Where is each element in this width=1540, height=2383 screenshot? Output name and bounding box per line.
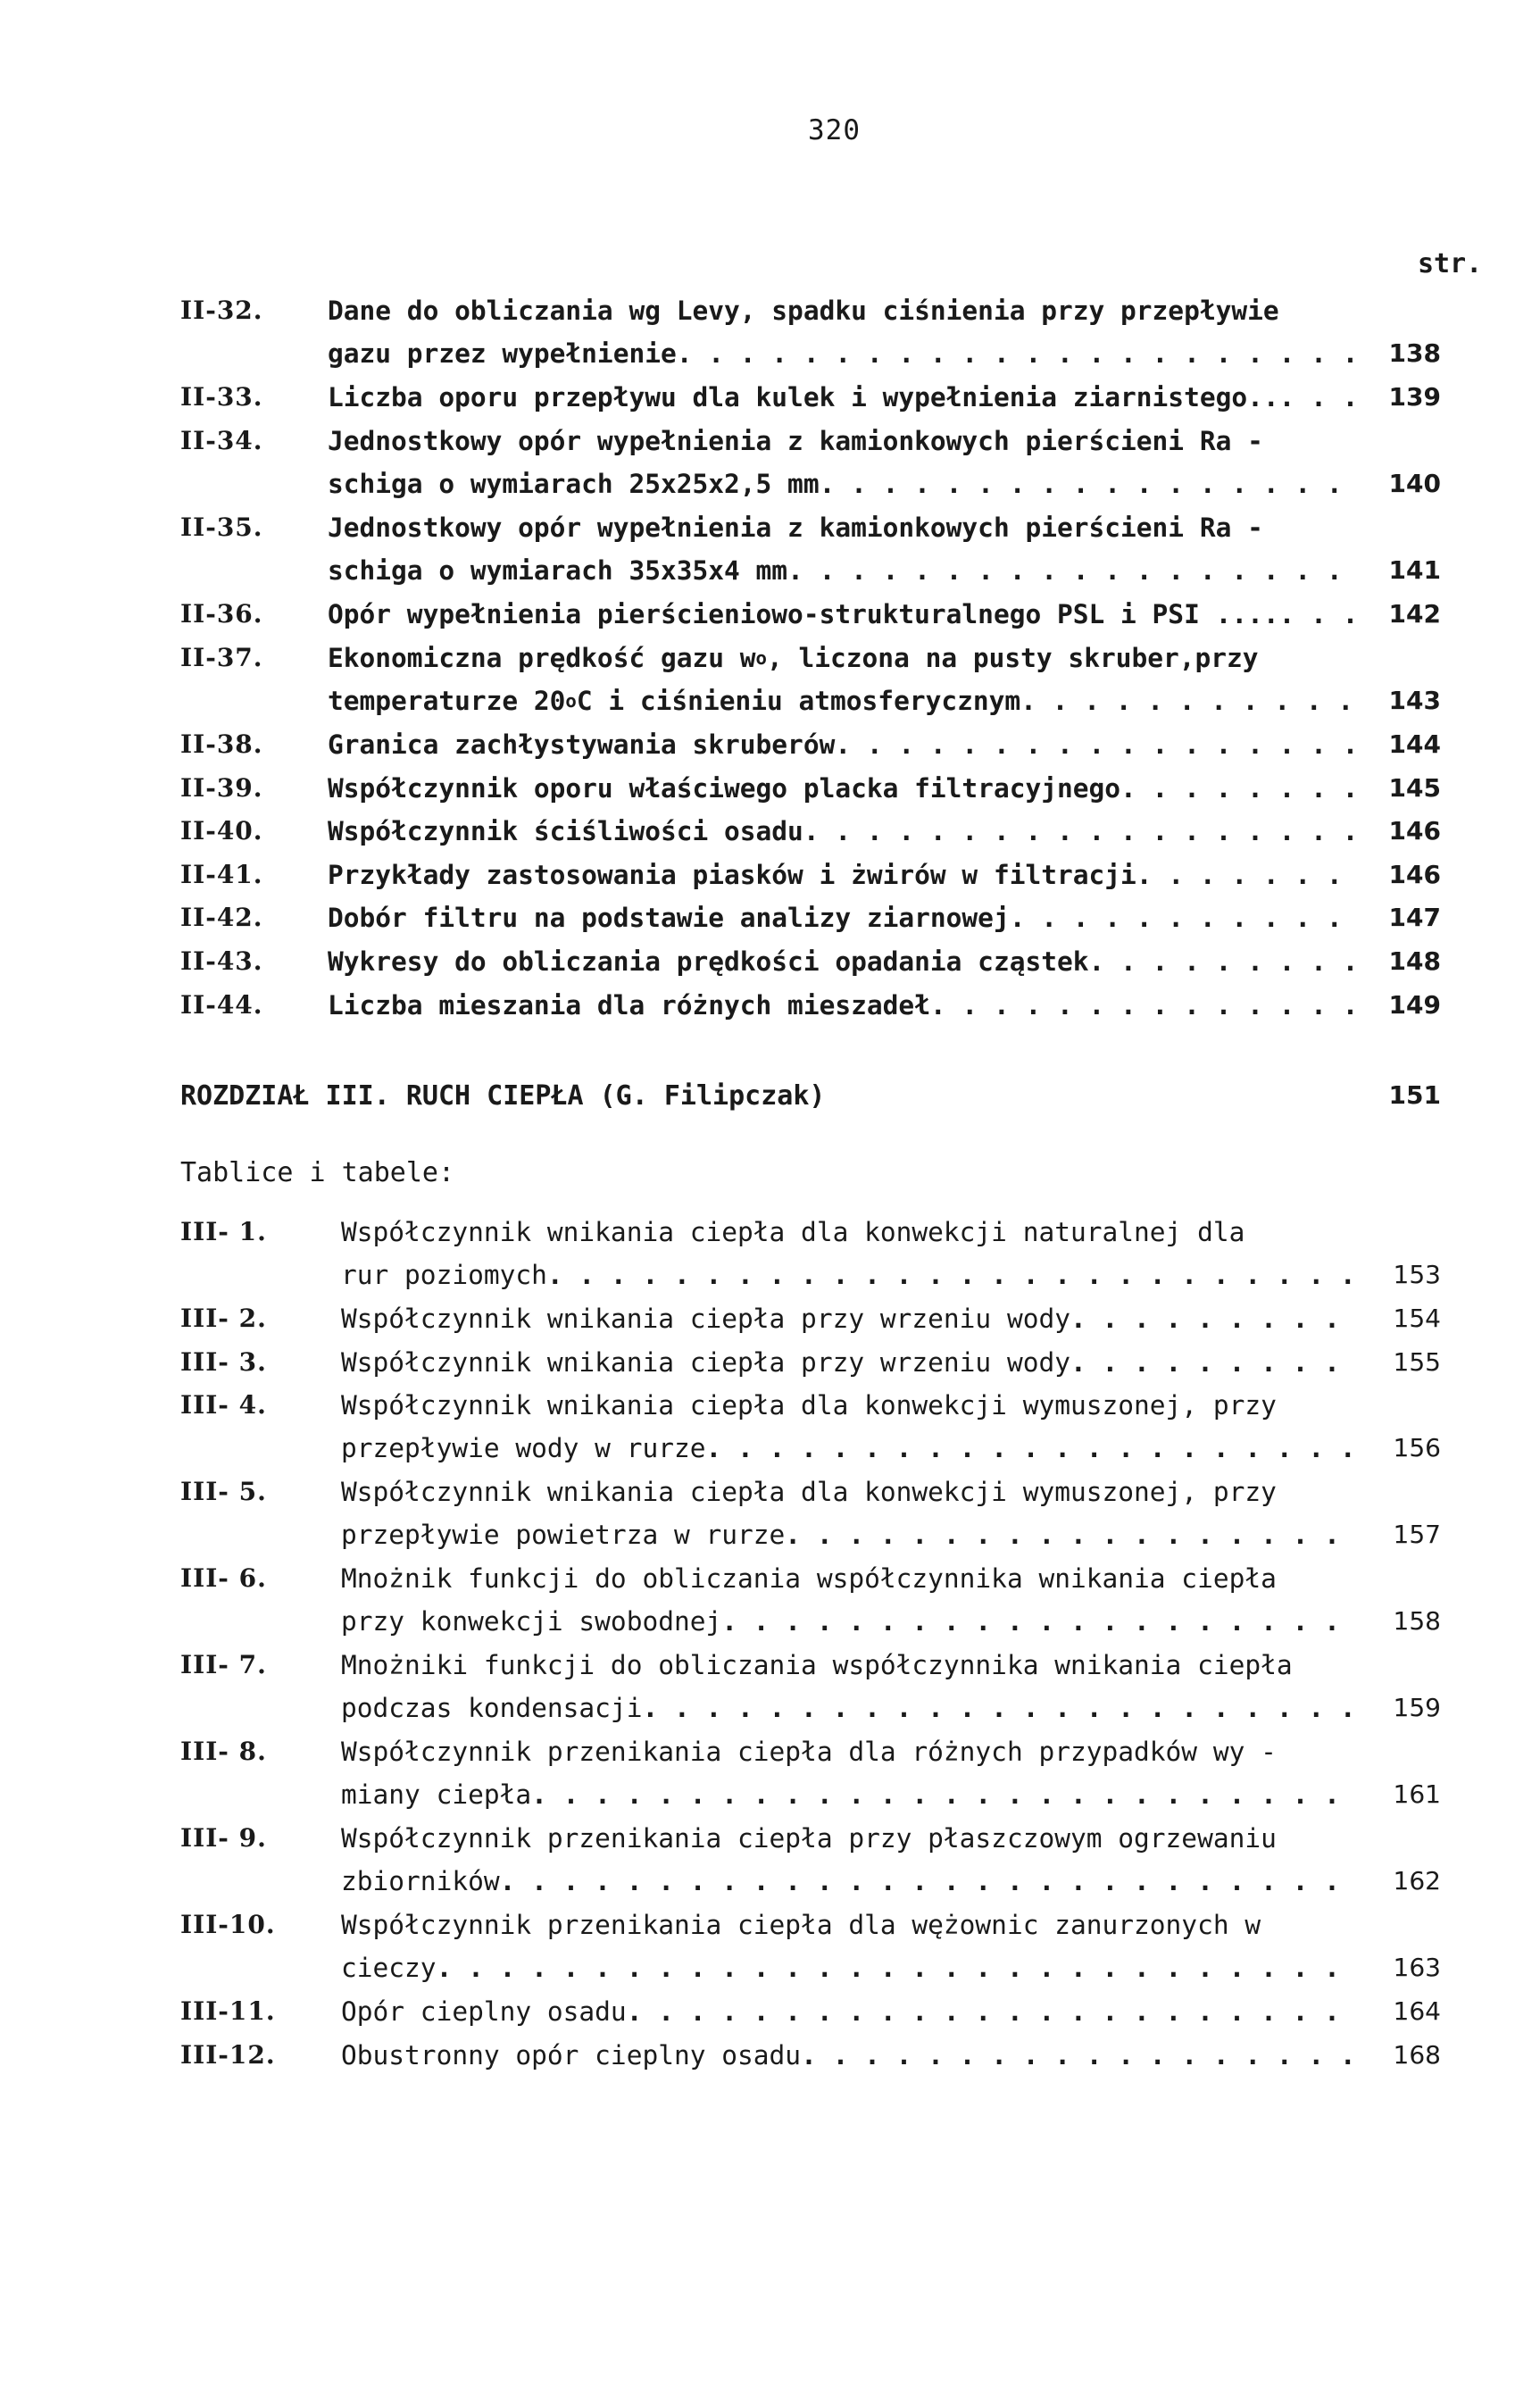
- entry-line: [341, 1384, 1361, 1427]
- entry-line: [341, 1513, 1361, 1556]
- entry-number: III- 5.: [180, 1477, 267, 1506]
- toc-entry: [180, 1817, 1441, 1903]
- entry-page: 168: [1393, 2039, 1441, 2070]
- entry-title: [341, 1297, 1361, 1340]
- leader-dots: [1120, 767, 1361, 810]
- toc-entry: [180, 1384, 1441, 1470]
- page-number: 320: [808, 114, 861, 146]
- entry-line-text: cieczy: [341, 1953, 437, 1983]
- entry-title: [328, 637, 1361, 722]
- entry-line-text: temperaturze 20: [328, 685, 566, 716]
- entry-title: [341, 1644, 1361, 1729]
- leader-dots: [627, 1990, 1361, 2033]
- entry-number: II-39.: [180, 772, 263, 803]
- toc-entry: [180, 637, 1441, 722]
- entry-line-text: Współczynnik przenikania ciepła przy płaszczowym ogrzewaniu: [341, 1823, 1277, 1854]
- entry-line: [328, 723, 1361, 766]
- entry-number: II-33.: [180, 382, 263, 412]
- tables-label: Tablice i tabele:: [180, 1157, 455, 1188]
- entry-line: [341, 1644, 1361, 1687]
- entry-title: [341, 1990, 1361, 2033]
- entry-line: [328, 637, 1361, 679]
- entry-line-text: Obustronny opór cieplny osadu: [341, 2039, 802, 2071]
- entry-line: [341, 1254, 1361, 1296]
- entry-line: [341, 1990, 1361, 2033]
- entry-line: [341, 1904, 1361, 1946]
- leader-dots: [1070, 1297, 1361, 1340]
- entry-number: II-43.: [180, 946, 263, 976]
- entry-number: II-41.: [180, 859, 263, 889]
- toc-entry: [180, 289, 1441, 375]
- entry-title: [328, 420, 1361, 505]
- leader-dots: [835, 723, 1361, 766]
- entry-line-text: Współczynnik wnikania ciepła przy wrzeniu wody: [341, 1346, 1070, 1378]
- entry-line: [328, 940, 1361, 983]
- entry-title: [341, 1471, 1361, 1556]
- entry-number: II-42.: [180, 903, 263, 933]
- leader-dots: [820, 462, 1361, 505]
- entry-title: [328, 810, 1361, 853]
- entry-line-text: Ekonomiczna prędkość gazu w: [328, 642, 756, 673]
- entry-title: [328, 289, 1361, 375]
- leader-dots: [1020, 679, 1361, 722]
- entry-line-text: Wykresy do obliczania prędkości opadania cząstek: [328, 946, 1089, 977]
- entry-title: [341, 1557, 1361, 1643]
- entry-number: II-32.: [180, 296, 263, 325]
- entry-line-text: schiga o wymiarach 35x35x4 mm: [328, 555, 788, 586]
- entry-number: III- 6.: [180, 1563, 267, 1593]
- entry-line: [328, 593, 1361, 636]
- entry-line-text: przy konwekcji swobodnej: [341, 1606, 722, 1637]
- leader-dots: [677, 332, 1361, 375]
- entry-line-text: Dobór filtru na podstawie analizy ziarnowej: [328, 903, 1010, 934]
- entry-line: [328, 289, 1361, 332]
- leader-dots: [1089, 940, 1361, 983]
- entry-line-text: Współczynnik przenikania ciepła dla wężownic zanurzonych w: [341, 1910, 1261, 1940]
- leader-dots: [785, 1513, 1361, 1556]
- entry-number: II-34.: [180, 425, 263, 455]
- entry-number: III- 1.: [180, 1217, 267, 1246]
- entry-line-text: Jednostkowy opór wypełnienia z kamionkowych pierścieni Ra -: [328, 512, 1263, 543]
- entry-title: [341, 1730, 1361, 1816]
- entry-line: [341, 1427, 1361, 1470]
- entry-line-text: Współczynnik przenikania ciepła dla różnych przypadków wy -: [341, 1737, 1277, 1767]
- toc-entry: [180, 420, 1441, 505]
- leader-dots: [1279, 376, 1361, 419]
- entry-number: III- 4.: [180, 1390, 267, 1420]
- entry-line: [341, 1471, 1361, 1513]
- toc-entry: [180, 810, 1441, 853]
- entry-line: [328, 549, 1361, 592]
- leader-dots: [803, 810, 1361, 853]
- leader-dots: [706, 1427, 1361, 1470]
- page-column-label: str.: [1418, 248, 1483, 279]
- entry-page: 154: [1393, 1304, 1441, 1333]
- entry-line: [328, 332, 1361, 375]
- entry-line: [328, 506, 1361, 549]
- entry-line-text: Dane do obliczania wg Levy, spadku ciśnienia przy przepływie: [328, 296, 1279, 326]
- entry-number: III- 2.: [180, 1304, 267, 1333]
- entry-line-text: C i ciśnieniu atmosferycznym: [576, 685, 1021, 716]
- entry-page: 141: [1388, 555, 1441, 585]
- entry-title: [341, 1211, 1361, 1296]
- entry-line-text: Współczynnik wnikania ciepła przy wrzeniu wody: [341, 1304, 1070, 1334]
- toc-entry: [180, 376, 1441, 419]
- leader-dots: [721, 1600, 1361, 1643]
- entry-number: II-40.: [180, 816, 263, 846]
- entry-line-text: Liczba mieszania dla różnych mieszadeł: [328, 989, 930, 1021]
- entry-title: [328, 940, 1361, 983]
- toc-entry: [180, 896, 1441, 939]
- entry-title: [328, 506, 1361, 592]
- leader-dots: [930, 984, 1361, 1027]
- entry-line: [328, 462, 1361, 505]
- toc-entry: [180, 767, 1441, 810]
- entry-line: [328, 896, 1361, 939]
- entry-number: III- 9.: [180, 1823, 267, 1853]
- entry-line: [341, 2034, 1361, 2077]
- entry-line-text: Współczynnik wnikania ciepła dla konwekcji naturalnej dla: [341, 1217, 1245, 1247]
- entry-line-text: zbiorników: [341, 1866, 500, 1896]
- chapter-heading: [180, 1080, 1441, 1112]
- entry-line-text: Współczynnik oporu właściwego placka filtracyjnego: [328, 772, 1121, 804]
- toc-entry: [180, 1644, 1441, 1729]
- entry-line-text: Mnożnik funkcji do obliczania współczynnika wnikania ciepła: [341, 1563, 1277, 1594]
- toc-entry: [180, 2034, 1441, 2077]
- entry-page: 157: [1393, 1520, 1441, 1549]
- subscript: o: [755, 646, 767, 669]
- entry-page: 161: [1393, 1779, 1441, 1809]
- entry-line-text: Współczynnik ściśliwości osadu: [328, 816, 803, 847]
- entry-title: [328, 723, 1361, 766]
- toc-entry: [180, 1730, 1441, 1816]
- entry-line: [328, 810, 1361, 853]
- entry-title: [341, 2034, 1361, 2077]
- chapter-page: 151: [1388, 1080, 1441, 1110]
- entry-title: [328, 767, 1361, 810]
- entry-title: [341, 1384, 1361, 1470]
- entry-line-text: podczas kondensacji: [341, 1693, 643, 1723]
- entry-page: 164: [1393, 1996, 1441, 2026]
- entry-title: [328, 984, 1361, 1027]
- entry-line-text: rur poziomych: [341, 1260, 547, 1290]
- toc-entry: [180, 1341, 1441, 1384]
- entry-line-text: Mnożniki funkcji do obliczania współczynnika wnikania ciepła: [341, 1650, 1293, 1680]
- leader-dots: [1136, 854, 1361, 896]
- entry-line: [341, 1341, 1361, 1384]
- entry-number: II-44.: [180, 989, 263, 1020]
- leader-dots: [1010, 896, 1361, 939]
- entry-line: [341, 1860, 1361, 1903]
- toc-entry: [180, 940, 1441, 983]
- entry-page: 163: [1393, 1953, 1441, 1982]
- entry-number: III-11.: [180, 1996, 276, 2026]
- entry-page: 140: [1388, 468, 1441, 498]
- leader-dots: [437, 1946, 1361, 1989]
- toc-entry: [180, 723, 1441, 766]
- entry-line: [328, 984, 1361, 1027]
- toc-entry: [180, 1904, 1441, 1989]
- entry-page: 142: [1388, 599, 1441, 629]
- entry-title: [328, 376, 1361, 419]
- entry-page: 145: [1388, 772, 1441, 803]
- entry-title: [341, 1817, 1361, 1903]
- entry-line-text: przepływie powietrza w rurze: [341, 1520, 786, 1550]
- entry-page: 156: [1393, 1433, 1441, 1462]
- toc-entry: [180, 1557, 1441, 1643]
- entry-line: [328, 679, 1361, 722]
- leader-dots: [801, 2034, 1361, 2077]
- entry-page: 146: [1388, 816, 1441, 846]
- superscript: o: [565, 689, 577, 712]
- toc-entry: [180, 1211, 1441, 1296]
- entry-number: III- 8.: [180, 1737, 267, 1766]
- entry-line: [341, 1297, 1361, 1340]
- leader-dots: [1279, 593, 1361, 636]
- entry-line-text: Liczba oporu przepływu dla kulek i wypełnienia ziarnistego..: [328, 382, 1279, 413]
- leader-dots: [547, 1254, 1361, 1296]
- entry-page: 158: [1393, 1606, 1441, 1636]
- entry-line: [341, 1557, 1361, 1600]
- entry-number: II-37.: [180, 642, 263, 672]
- entry-line-text: Granica zachłystywania skruberów: [328, 729, 836, 760]
- entry-number: III-10.: [180, 1910, 276, 1939]
- entry-line-text: Współczynnik wnikania ciepła dla konwekcji wymuszonej, przy: [341, 1390, 1277, 1421]
- entry-line-text: gazu przez wypełnienie: [328, 338, 677, 369]
- entry-line: [328, 420, 1361, 462]
- entry-page: 139: [1388, 382, 1441, 412]
- entry-line: [341, 1600, 1361, 1643]
- entry-page: 138: [1388, 338, 1441, 368]
- entry-line: [341, 1946, 1361, 1989]
- entry-line: [341, 1730, 1361, 1773]
- entry-number: III-12.: [180, 2039, 276, 2070]
- entry-title: [341, 1341, 1361, 1384]
- entry-line: [341, 1687, 1361, 1729]
- toc-entry: [180, 593, 1441, 636]
- entry-number: II-35.: [180, 512, 263, 542]
- entry-number: III- 3.: [180, 1346, 267, 1377]
- entry-page: 147: [1388, 903, 1441, 933]
- leader-dots: [500, 1860, 1361, 1903]
- entry-page: 144: [1388, 729, 1441, 759]
- leader-dots: [1070, 1341, 1361, 1384]
- leader-dots: [787, 549, 1361, 592]
- toc-entry: [180, 506, 1441, 592]
- entry-line: [328, 854, 1361, 896]
- entry-page: 146: [1388, 859, 1441, 889]
- entry-line-text: schiga o wymiarach 25x25x2,5 mm: [328, 468, 820, 499]
- entry-line: [341, 1817, 1361, 1860]
- entry-title: [341, 1904, 1361, 1989]
- entry-title: [328, 593, 1361, 636]
- entry-line-text: miany ciepła: [341, 1779, 532, 1810]
- leader-dots: [531, 1773, 1361, 1816]
- toc-entry: [180, 854, 1441, 896]
- toc-entry: [180, 984, 1441, 1027]
- toc-entry: [180, 1297, 1441, 1340]
- entry-page: 159: [1393, 1693, 1441, 1722]
- entry-line-text: Opór wypełnienia pierścieniowo-strukturalnego PSL i PSI ....: [328, 599, 1279, 630]
- entry-page: 148: [1388, 946, 1441, 976]
- entry-line-text: Jednostkowy opór wypełnienia z kamionkowych pierścieni Ra -: [328, 425, 1263, 456]
- entry-number: III- 7.: [180, 1650, 267, 1679]
- entry-line: [341, 1773, 1361, 1816]
- entry-page: 143: [1388, 685, 1441, 715]
- entry-title: [328, 854, 1361, 896]
- entry-line-text: Przykłady zastosowania piasków i żwirów w filtracji: [328, 859, 1136, 890]
- entry-line-text: Opór cieplny osadu: [341, 1996, 627, 2027]
- entry-number: II-38.: [180, 729, 263, 759]
- entry-line-text: przepływie wody w rurze: [341, 1433, 706, 1463]
- entry-number: II-36.: [180, 599, 263, 629]
- entry-line-text: , liczona na pusty skruber,przy: [766, 642, 1259, 673]
- entry-page: 155: [1393, 1346, 1441, 1377]
- entry-line: [328, 767, 1361, 810]
- entry-title: [328, 896, 1361, 939]
- leader-dots: [642, 1687, 1361, 1729]
- entry-page: 149: [1388, 989, 1441, 1020]
- entry-page: 153: [1393, 1260, 1441, 1289]
- entry-line: [328, 376, 1361, 419]
- entry-page: 162: [1393, 1866, 1441, 1896]
- chapter-title: ROZDZIAŁ III. RUCH CIEPŁA (G. Filipczak): [180, 1080, 826, 1112]
- entry-line: [341, 1211, 1361, 1254]
- toc-entry: [180, 1990, 1441, 2033]
- entry-line-text: Współczynnik wnikania ciepła dla konwekcji wymuszonej, przy: [341, 1477, 1277, 1507]
- toc-entry: [180, 1471, 1441, 1556]
